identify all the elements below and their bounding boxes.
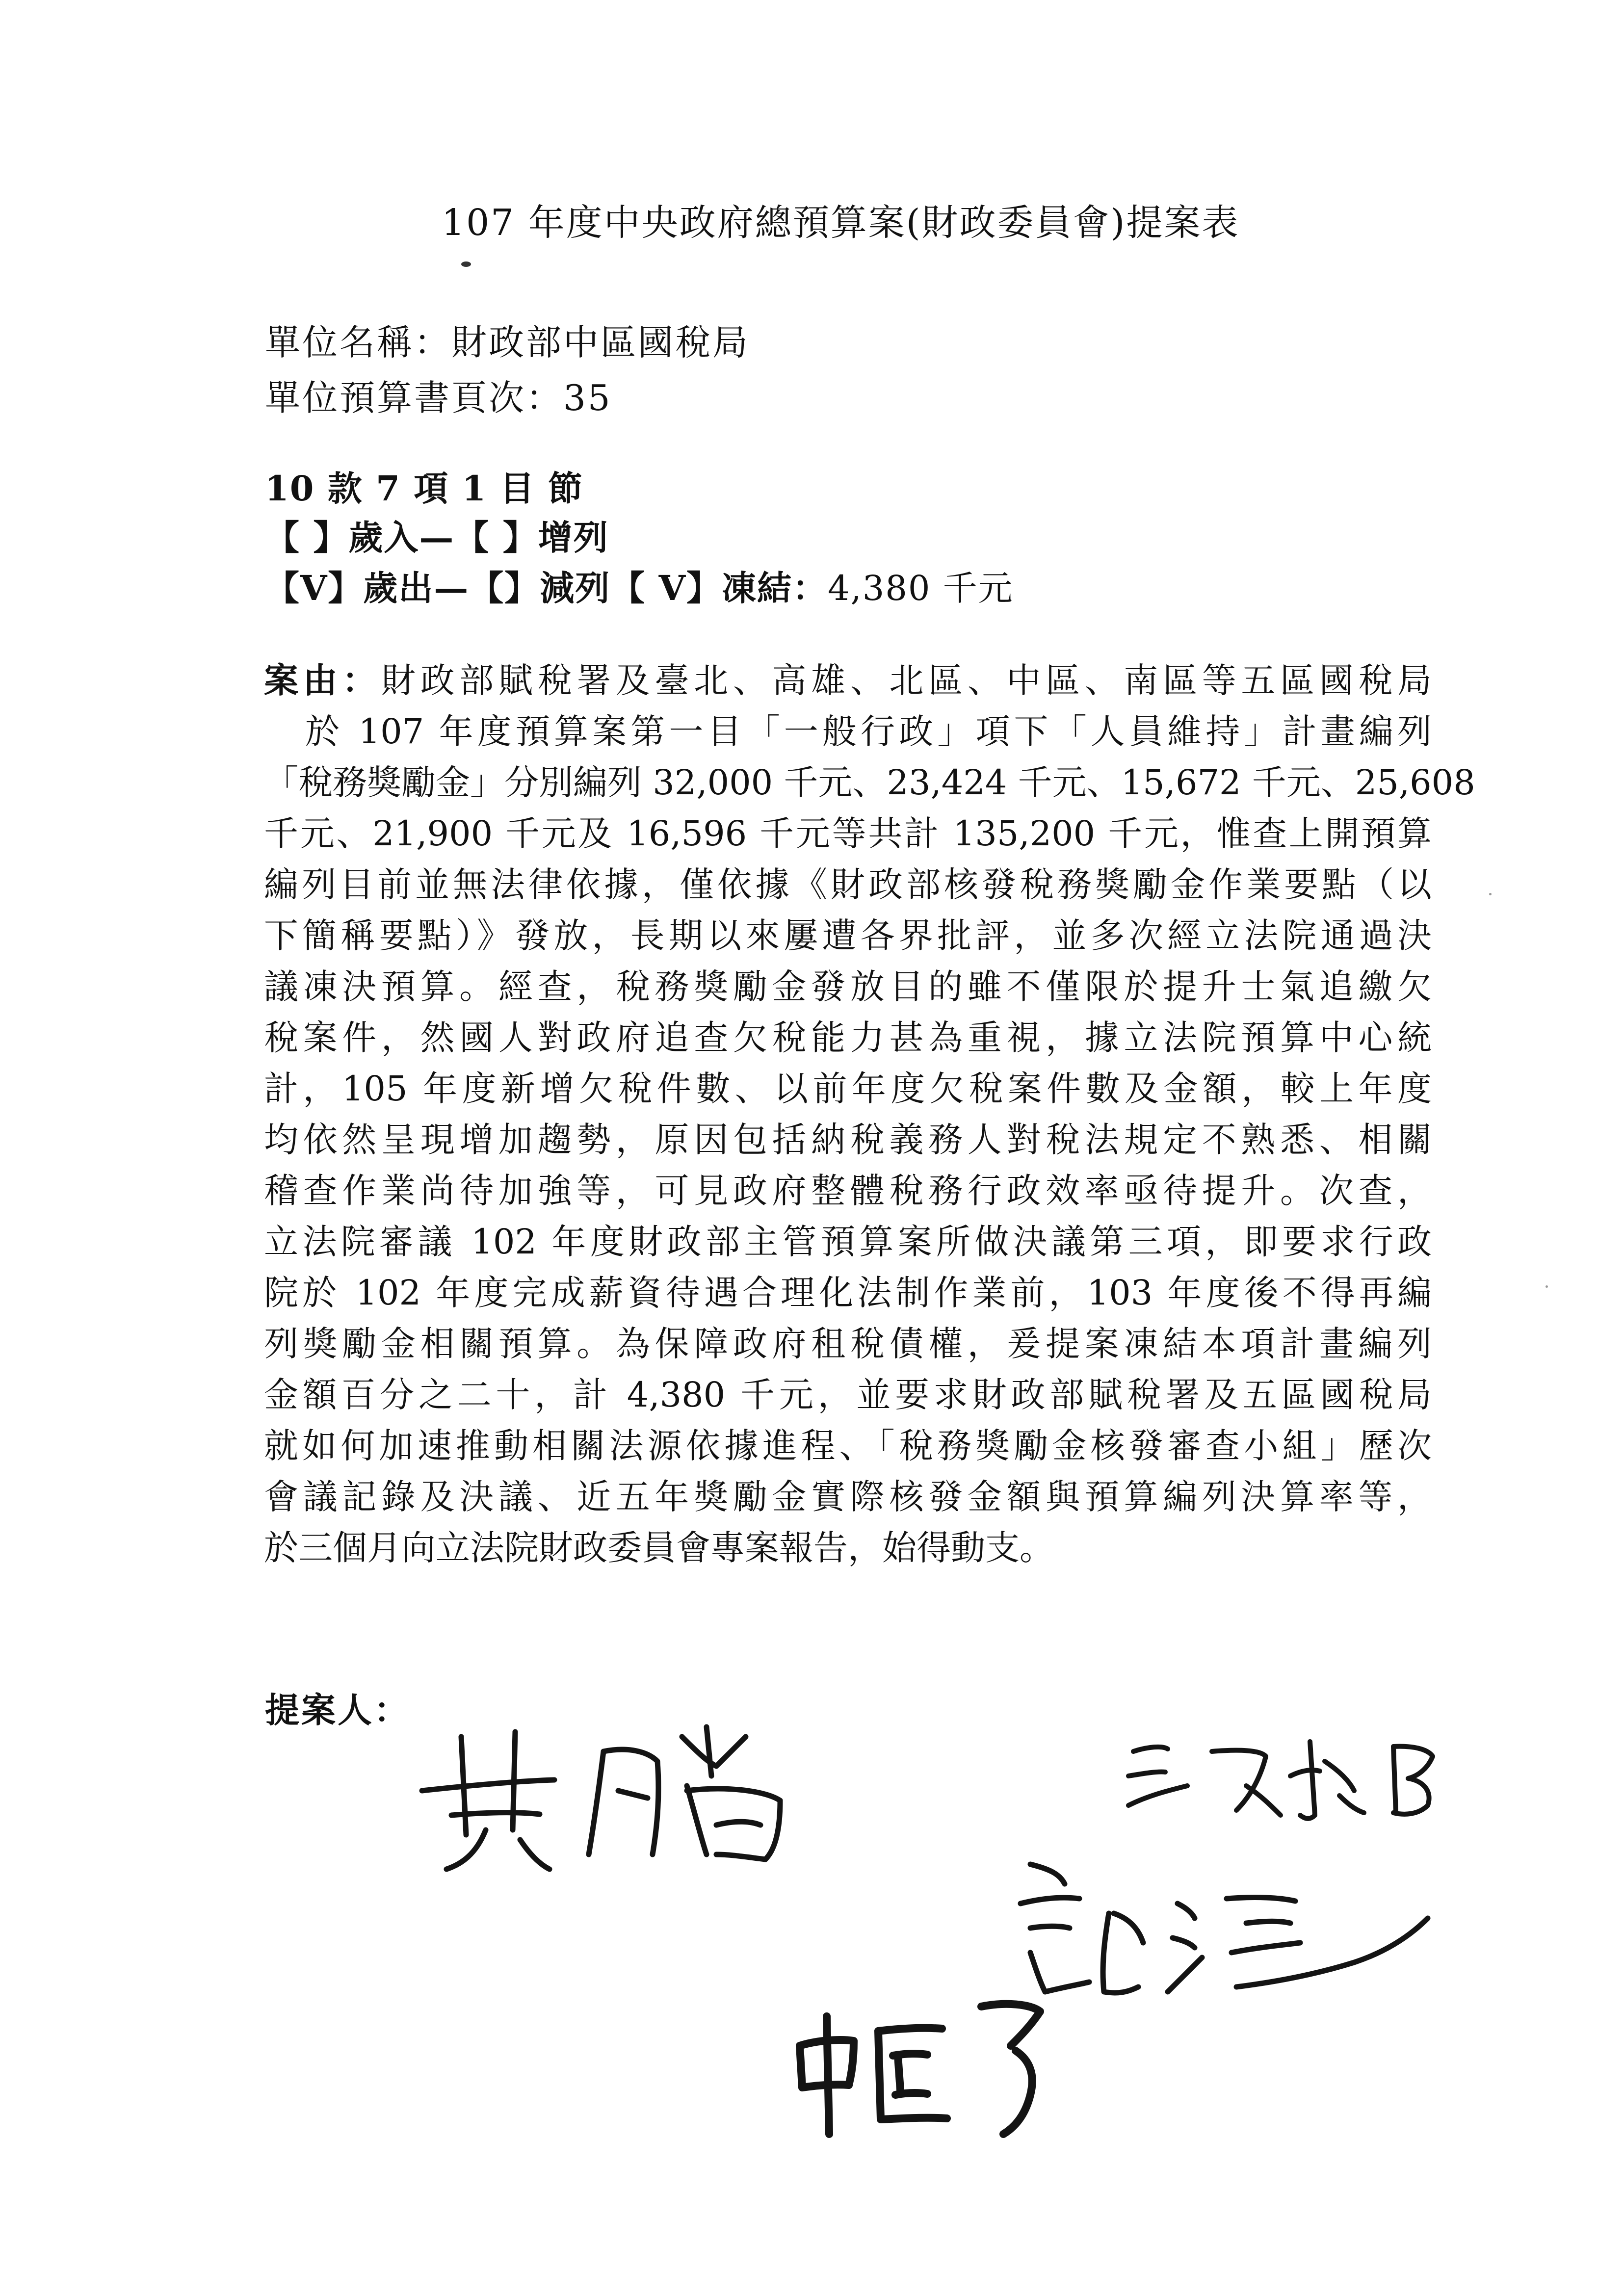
expenditure-freeze-line xyxy=(265,561,1014,610)
case-line: 立法院審議 102 年度財政部主管預算案所做決議第三項，即要求行政 xyxy=(264,1222,1432,1262)
case-line: 下簡稱要點）》發放，長期以來屢遭各界批評，並多次經立法院通過決 xyxy=(264,915,1432,956)
budget-classification: 10 款 7 項 1 目 節 xyxy=(265,468,584,509)
case-line: 均依然呈現增加趨勢，原因包括納稅義務人對稅法規定不熟悉、相關 xyxy=(264,1120,1432,1160)
case-line: 就如何加速推動相關法源依據進程、「稅務獎勵金核發審查小組」歷次 xyxy=(264,1426,1432,1466)
signature-2 xyxy=(1114,1722,1457,1832)
case-line: 「稅務獎勵金」分別編列 32,000 千元、23,424 千元、15,672 千元、25,608 xyxy=(264,762,1475,803)
unit-name: 單位名稱：財政部中區國稅局 xyxy=(265,322,750,363)
case-line: 會議記錄及決議、近五年獎勵金實際核發金額與預算編列決算率等， xyxy=(264,1477,1432,1517)
case-line: 編列目前並無法律依據，僅依據《財政部核發稅務獎勵金作業要點（以 xyxy=(264,864,1432,905)
case-line: 稅案件，然國人對政府追查欠稅能力甚為重視，據立法院預算中心統 xyxy=(264,1018,1432,1058)
case-line: 千元、21,900 千元及 16,596 千元等共計 135,200 千元，惟查上開預算 xyxy=(264,813,1432,854)
scan-speck xyxy=(1489,893,1492,895)
case-line: 於 107 年度預算案第一目「一般行政」項下「人員維持」計畫編列 xyxy=(305,711,1432,752)
budget-page-number: 單位預算書頁次：35 xyxy=(265,377,612,418)
document-title: 107 年度中央政府總預算案(財政委員會)提案表 xyxy=(442,202,1240,244)
freeze-amount: 4,380 千元 xyxy=(828,568,1014,608)
scan-speck xyxy=(1545,1285,1548,1288)
case-line: 於三個月向立法院財政委員會專案報告，始得動支。 xyxy=(264,1528,1054,1568)
signature-1 xyxy=(393,1707,883,1886)
ink-mark xyxy=(461,261,471,267)
signature-4 xyxy=(785,1987,1079,2146)
case-line: 計，105 年度新增欠稅件數、以前年度欠稅案件數及金額，較上年度 xyxy=(264,1069,1432,1109)
case-line: 金額百分之二十，計 4,380 千元，並要求財政部賦稅署及五區國稅局 xyxy=(264,1375,1432,1415)
case-description xyxy=(264,655,1475,1573)
case-line: 稽查作業尚待加強等，可見政府整體稅務行政效率亟待提升。次查， xyxy=(264,1171,1432,1211)
proposer-label: 提案人： xyxy=(265,1690,410,1730)
expenditure-freeze-label: 【V】歲出—【】減列【 V】凍結： xyxy=(265,568,828,608)
case-label: 案由： xyxy=(264,660,381,701)
revenue-line: 【 】歲入—【 】增列 xyxy=(265,517,609,558)
case-line: 院於 102 年度完成薪資待遇合理化法制作業前，103 年度後不得再編 xyxy=(264,1273,1432,1313)
case-line: 案由：財政部賦稅署及臺北、高雄、北區、中區、南區等五區國稅局 xyxy=(264,660,1432,701)
case-line: 議凍決預算。經查，稅務獎勵金發放目的雖不僅限於提升士氣追繳欠 xyxy=(264,966,1432,1007)
case-line: 列獎勵金相關預算。為保障政府租稅債權，爰提案凍結本項計畫編列 xyxy=(264,1324,1432,1364)
